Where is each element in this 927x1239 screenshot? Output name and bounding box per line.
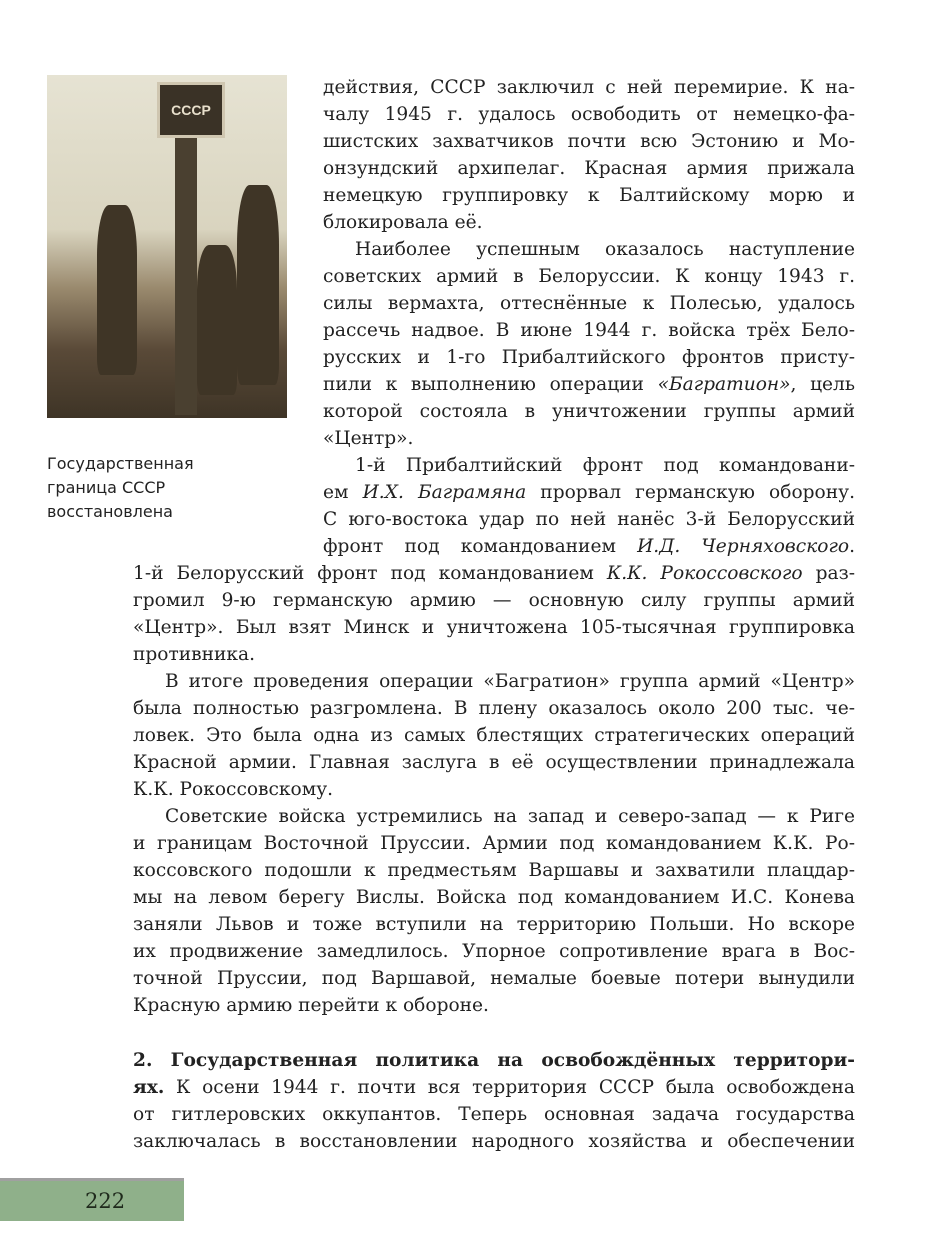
emphasis-text: И.Х. Баграмяна <box>362 482 527 503</box>
text-line <box>133 722 855 749</box>
text-segment: действия, СССР заключил с ней перемирие. К на- <box>323 77 855 98</box>
text-segment: мы на левом берегу Вислы. Войска под командованием И.С. Конева <box>133 887 855 908</box>
text-line <box>323 263 855 290</box>
text-line <box>133 749 855 776</box>
text-line <box>133 560 855 587</box>
text-line <box>323 74 855 101</box>
text-segment: немецкую группировку к Балтийскому морю и <box>323 185 855 206</box>
sign-text: СССР <box>171 102 211 118</box>
text-segment: заняли Львов и тоже вступили на территорию Польши. Но вскоре <box>133 914 855 935</box>
caption-line: граница СССР <box>47 478 166 497</box>
text-segment: Красную армию перейти к обороне. <box>133 995 489 1016</box>
text-segment: пили к выполнению операции <box>323 374 658 395</box>
text-segment: «Центр». Был взят Минск и уничтожена 105-тысячная группировка <box>133 617 855 638</box>
text-segment: противника. <box>133 644 256 665</box>
text-segment: К осени 1944 г. почти вся территория СССР была освобождена <box>164 1077 855 1098</box>
text-line <box>133 965 855 992</box>
emphasis-text: «Багратион» <box>657 374 791 395</box>
section-heading-text: 2. Государственная политика на освобождённых территори- <box>133 1050 855 1071</box>
text-line <box>323 371 855 398</box>
text-line <box>323 155 855 182</box>
text-line <box>133 830 855 857</box>
text-segment: чалу 1945 г. удалось освободить от немецко-фа- <box>323 104 855 125</box>
text-line <box>133 776 855 803</box>
text-segment: С юго-востока удар по ней нанёс 3-й Белорусский <box>323 509 855 530</box>
photo-caption <box>47 452 194 524</box>
text-line <box>133 641 855 668</box>
section-heading-text: ях. <box>133 1077 165 1098</box>
text-line <box>133 803 855 830</box>
soldier-figure <box>197 245 237 395</box>
text-segment: шистских захватчиков почти всю Эстонию и Мо- <box>323 131 855 152</box>
soldier-figure <box>237 185 279 385</box>
border-post <box>175 115 197 415</box>
text-line <box>323 290 855 317</box>
text-line <box>323 506 855 533</box>
text-segment: блокировала её. <box>323 212 483 233</box>
text-segment: от гитлеровских оккупантов. Теперь основная задача государства <box>133 1104 855 1125</box>
border-sign <box>157 82 225 138</box>
text-line <box>133 857 855 884</box>
text-segment: В итоге проведения операции «Багратион» группа армий «Центр» <box>165 671 855 692</box>
caption-line: восстановлена <box>47 502 173 521</box>
text-segment: ем <box>323 482 363 503</box>
text-segment: Красной армии. Главная заслуга в её осуществлении принадлежала <box>133 752 855 773</box>
text-line <box>323 452 855 479</box>
text-segment: онзундский архипелаг. Красная армия прижала <box>323 158 855 179</box>
text-line <box>133 992 855 1019</box>
text-line <box>133 911 855 938</box>
text-line <box>133 884 855 911</box>
text-line <box>133 938 855 965</box>
text-segment: . <box>849 536 855 557</box>
text-line <box>323 182 855 209</box>
text-segment: прорвал германскую оборону. <box>526 482 855 503</box>
text-segment: раз- <box>802 563 855 584</box>
text-line <box>323 128 855 155</box>
emphasis-text: И.Д. Черняховского <box>637 536 850 557</box>
text-line <box>133 1074 855 1101</box>
text-line <box>323 425 855 452</box>
text-segment: К.К. Рокоссовскому. <box>133 779 334 800</box>
emphasis-text: К.К. Рокоссовского <box>606 563 803 584</box>
text-line <box>133 668 855 695</box>
text-segment: фронт под командованием <box>323 536 638 557</box>
page-number: 222 <box>85 1189 126 1213</box>
text-line <box>323 533 855 560</box>
text-segment: , цель <box>790 374 855 395</box>
text-segment: Наиболее успешным оказалось наступление <box>355 239 855 260</box>
photo-border-post <box>47 75 287 418</box>
text-line <box>133 695 855 722</box>
text-line <box>133 1128 855 1155</box>
text-segment: «Центр». <box>323 428 414 449</box>
text-line <box>323 398 855 425</box>
text-segment: 1-й Белорусский фронт под командованием <box>133 563 607 584</box>
text-line <box>133 587 855 614</box>
text-segment: точной Пруссии, под Варшавой, немалые боевые потери вынудили <box>133 968 855 989</box>
text-segment: и границам Восточной Пруссии. Армии под командованием К.К. Ро- <box>133 833 855 854</box>
text-line <box>323 344 855 371</box>
text-segment: которой состояла в уничтожении группы армий <box>323 401 855 422</box>
text-segment: русских и 1-го Прибалтийского фронтов присту- <box>323 347 855 368</box>
text-segment: 1-й Прибалтийский фронт под командовани- <box>355 455 855 476</box>
soldier-figure <box>97 205 137 375</box>
text-segment: ловек. Это была одна из самых блестящих стратегических операций <box>133 725 855 746</box>
text-line <box>323 209 855 236</box>
page-number-tab <box>0 1178 184 1221</box>
text-segment: советских армий в Белоруссии. К концу 1943 г. <box>323 266 855 287</box>
text-segment: Советские войска устремились на запад и северо-запад — к Риге <box>165 806 855 827</box>
text-line <box>133 1101 855 1128</box>
text-line <box>323 479 855 506</box>
text-segment: заключалась в восстановлении народного хозяйства и обеспечении <box>133 1131 855 1152</box>
text-segment: их продвижение замедлилось. Упорное сопротивление врага в Вос- <box>133 941 855 962</box>
text-line <box>323 236 855 263</box>
caption-line: Государственная <box>47 454 194 473</box>
text-line <box>323 101 855 128</box>
text-segment: коссовского подошли к предместьям Варшавы и захватили плацдар- <box>133 860 855 881</box>
text-line <box>133 1047 855 1074</box>
text-line <box>133 614 855 641</box>
text-segment: рассечь надвое. В июне 1944 г. войска трёх Бело- <box>323 320 855 341</box>
text-segment: громил 9-ю германскую армию — основную силу группы армий <box>133 590 855 611</box>
text-line <box>323 317 855 344</box>
text-segment: была полностью разгромлена. В плену оказалось около 200 тыс. че- <box>133 698 855 719</box>
text-segment: силы вермахта, оттеснённые к Полесью, удалось <box>323 293 855 314</box>
